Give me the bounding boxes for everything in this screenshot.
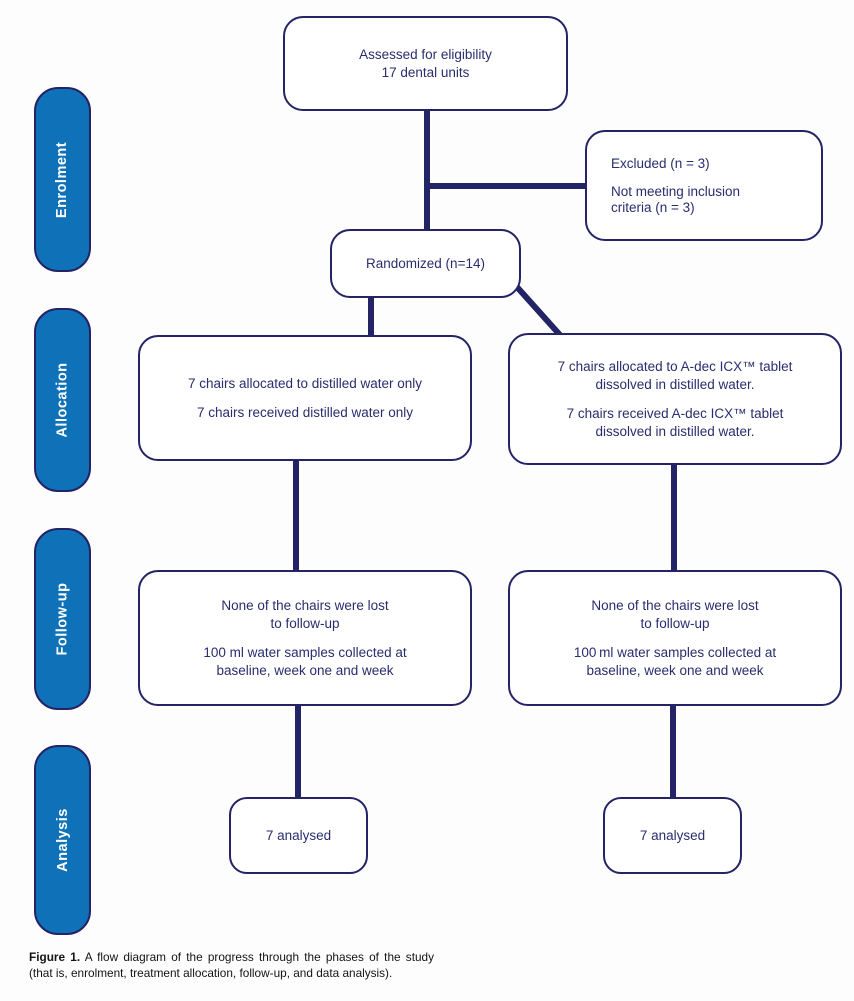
connector-allocation-to-followup-left <box>293 459 299 572</box>
node-text-line: 7 analysed <box>639 827 706 843</box>
node-allocation-adec-icx-tablet <box>508 333 842 465</box>
node-text-line: Not meeting inclusion <box>611 184 741 199</box>
node-text-line: None of the chairs were lost <box>221 597 389 613</box>
node-text-line: criteria (n = 3) <box>611 200 695 215</box>
connector-to-excluded <box>427 183 587 189</box>
figure-caption-label: Figure 1. <box>29 950 81 964</box>
phase-label-analysis: Analysis <box>54 808 71 872</box>
node-text-line: None of the chairs were lost <box>591 597 759 613</box>
node-followup-left <box>138 570 472 706</box>
node-text-line: baseline, week one and week <box>216 662 394 678</box>
connector-followup-to-analysis-left <box>295 704 301 799</box>
node-text-line: 7 chairs received distilled water only <box>196 404 414 420</box>
node-text-line: dissolved in distilled water. <box>595 376 755 392</box>
node-randomized <box>330 229 521 298</box>
phase-pill-analysis <box>34 745 91 935</box>
connector-allocation-to-followup-right <box>671 463 677 572</box>
phase-label-followup: Follow-up <box>54 582 71 656</box>
connector-randomized-to-allocation-left <box>368 296 374 337</box>
connector-followup-to-analysis-right <box>670 704 676 799</box>
figure-caption <box>29 950 434 981</box>
connector-assessed-to-randomized <box>424 110 430 231</box>
node-text-line: dissolved in distilled water. <box>595 423 755 439</box>
phase-label-enrolment: Enrolment <box>54 141 71 218</box>
node-text-line: 100 ml water samples collected at <box>203 644 407 660</box>
phase-pill-allocation <box>34 308 91 492</box>
node-text-line: Randomized (n=14) <box>366 255 485 271</box>
node-text-line: Assessed for eligibility <box>359 46 492 62</box>
node-text-line: 7 analysed <box>265 827 332 843</box>
phase-pill-followup <box>34 528 91 710</box>
node-excluded <box>585 130 823 241</box>
phase-pill-enrolment <box>34 87 91 272</box>
node-text-line: baseline, week one and week <box>586 662 764 678</box>
node-analysed-right <box>603 797 742 874</box>
node-allocation-distilled-water <box>138 335 472 461</box>
node-text-line: 7 chairs allocated to A-dec ICX™ tablet <box>557 358 793 374</box>
node-text-line: to follow-up <box>270 615 340 631</box>
node-text-line: 17 dental units <box>381 64 470 80</box>
phase-label-allocation: Allocation <box>54 362 71 438</box>
node-text-line: to follow-up <box>640 615 710 631</box>
node-assessed-for-eligibility <box>283 16 568 111</box>
node-followup-right <box>508 570 842 706</box>
node-analysed-left <box>229 797 368 874</box>
figure-caption-text: A flow diagram of the progress through the phases of the study (that is, enrolment, treatment allocation, follow-up, and data analysis). <box>29 950 435 980</box>
node-text-line: 7 chairs allocated to distilled water only <box>187 375 423 391</box>
node-text-line: 100 ml water samples collected at <box>573 644 777 660</box>
node-text-line: 7 chairs received A-dec ICX™ tablet <box>566 405 784 421</box>
node-text-line: Excluded (n = 3) <box>611 156 710 171</box>
